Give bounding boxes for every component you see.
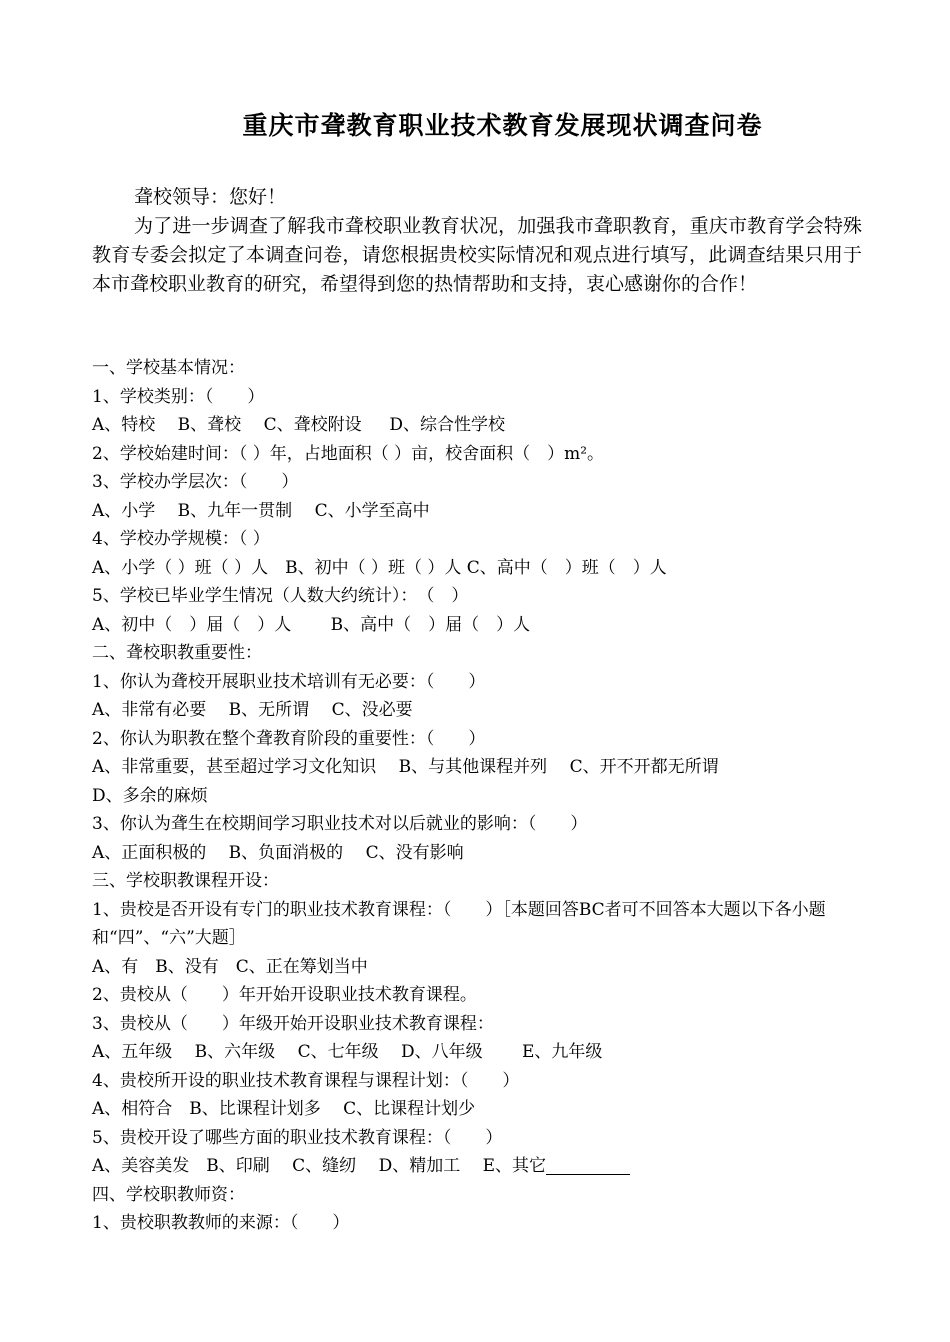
options: A、五年级 B、六年级 C、七年级 D、八年级 E、九年级 — [92, 1042, 603, 1062]
options-text: A、美容美发 B、印刷 C、缝纫 D、精加工 E、其它 — [92, 1156, 547, 1176]
options: A、小学（ ）班（ ）人 B、初中（ ）班（ ）人 C、高中（ ）班（ ）人 — [92, 557, 667, 578]
question: 3、学校办学层次：（ ） — [92, 472, 299, 492]
question: 2、你认为职教在整个聋教育阶段的重要性：（ ） — [92, 728, 486, 749]
question: 2、学校始建时间：（ ）年，占地面积（ ）亩，校舍面积（ ）m²。 — [92, 443, 605, 464]
question: 5、贵校开设了哪些方面的职业技术教育课程：（ ） — [92, 1127, 503, 1148]
options-with-blank — [92, 1152, 864, 1181]
section-heading: 四、学校职教师资： — [92, 1184, 245, 1205]
options: A、初中（ ）届（ ）人 B、高中（ ）届（ ）人 — [92, 614, 531, 635]
options: D、多余的麻烦 — [92, 785, 208, 806]
section-heading: 一、学校基本情况： — [92, 358, 245, 378]
section-heading: 二、聋校职教重要性： — [92, 643, 262, 663]
section-heading: 三、学校职教课程开设： — [92, 871, 279, 891]
options: A、正面积极的 B、负面消极的 C、没有影响 — [92, 842, 464, 863]
question: 1、贵校职教教师的来源：（ ） — [92, 1213, 350, 1233]
document-title: 重庆市聋教育职业技术教育发展现状调查问卷 — [242, 111, 763, 140]
question: 4、贵校所开设的职业技术教育课程与课程计划：（ ） — [92, 1070, 520, 1091]
options: A、非常有必要 B、无所谓 C、没必要 — [92, 700, 413, 720]
question: 3、你认为聋生在校期间学习职业技术对以后就业的影响：（ ） — [92, 814, 588, 834]
intro-paragraph: 为了进一步调查了解我市聋校职业教育状况，加强我市聋职教育，重庆市教育学会特殊教育专委会拟定了本调查问卷，请您根据贵校实际情况和观点进行填写，此调查结果只用于本市聋校职业教育的研究，希望得到您的热情帮助和支持，衷心感谢你的合作！ — [92, 215, 862, 295]
question: 1、你认为聋校开展职业技术培训有无必要：（ ） — [92, 671, 486, 692]
questionnaire-body — [92, 354, 864, 1238]
question: 1、学校类别：（ ） — [92, 386, 265, 407]
greeting: 聋校领导：您好！ — [134, 186, 287, 208]
blank-underline — [546, 1154, 630, 1175]
question: 5、学校已毕业学生情况（人数大约统计）： （ ） — [92, 586, 469, 606]
question: 1、贵校是否开设有专门的职业技术教育课程：（ ）［本题回答BC者可不回答本大题以下各小题和“四”、“六”大题］ — [92, 899, 826, 948]
options: A、特校 B、聋校 C、聋校附设 D、综合性学校 — [92, 415, 506, 435]
question: 3、贵校从（ ）年级开始开设职业技术教育课程： — [92, 1013, 494, 1034]
question: 2、贵校从（ ）年开始开设职业技术教育课程。 — [92, 985, 477, 1005]
options: A、非常重要，甚至超过学习文化知识 B、与其他课程并列 C、开不开都无所谓 — [92, 757, 719, 777]
options: A、有 B、没有 C、正在筹划当中 — [92, 956, 368, 977]
question: 4、学校办学规模：（ ） — [92, 529, 270, 549]
options: A、相符合 B、比课程计划多 C、比课程计划少 — [92, 1099, 476, 1119]
options: A、小学 B、九年一贯制 C、小学至高中 — [92, 500, 430, 521]
